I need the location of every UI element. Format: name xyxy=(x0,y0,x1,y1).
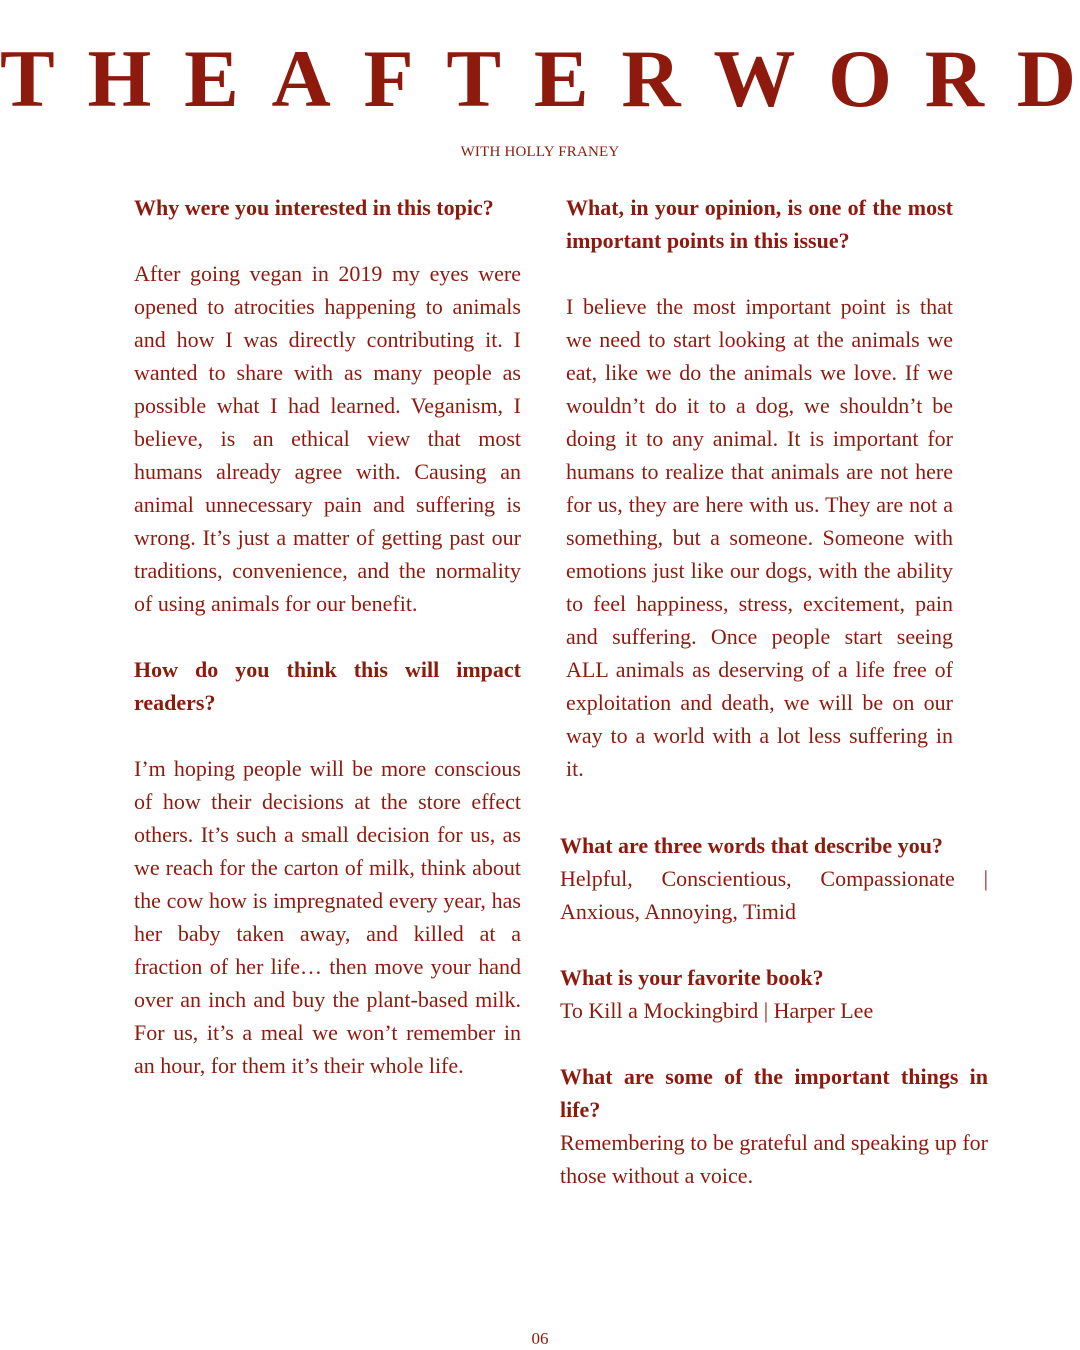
masthead-letter: A xyxy=(271,33,331,124)
spacer xyxy=(560,1027,988,1060)
masthead-letter: R xyxy=(621,33,681,124)
masthead-letter: O xyxy=(828,33,892,124)
left-column xyxy=(134,191,521,1082)
masthead-letter: F xyxy=(363,33,414,124)
question-favorite-book: What is your favorite book? xyxy=(560,965,824,990)
answer-impact: I’m hoping people will be more conscious of how their decisions at the store effect others. It’s such a small decision for us, as we reach for the carton of milk, think about the cow how is impregnated every year, has her baby taken away, and killed at a fraction of her life… then move your hand over an inch and buy the plant-based milk. For us, it’s a meal we won’t remember in an hour, for them it’s their whole life. xyxy=(134,756,521,1078)
masthead-letter: E xyxy=(533,33,589,124)
masthead-letter: W xyxy=(713,33,796,124)
spacer xyxy=(134,620,521,653)
masthead-letter: T xyxy=(0,33,55,124)
question-important-point: What, in your opinion, is one of the most important points in this issue? xyxy=(566,195,953,253)
answer-important-point: I believe the most important point is that we need to start looking at the animals we eat, like we do the animals we love. If we wouldn’t do it to a dog, we shouldn’t be doing it to any animal. It is important for humans to realize that animals are not here for us, they are here with us. They are not a something, but a someone. Someone with emotions just like our dogs, with the ability to feel happiness, stress, excitement, pain and suffering. Once people start seeing ALL animals as deserving of a life free of exploitation and death, we will be on our way to a world with a lot less suffering in it. xyxy=(566,294,953,781)
quick-questions xyxy=(560,829,988,1192)
masthead-title xyxy=(0,33,1080,124)
spacer xyxy=(566,257,953,290)
masthead-letter: D xyxy=(1016,33,1076,124)
spacer xyxy=(134,719,521,752)
answer-favorite-book: To Kill a Mockingbird | Harper Lee xyxy=(560,998,874,1023)
question-impact: How do you think this will impact readers? xyxy=(134,657,521,715)
byline: WITH HOLLY FRANEY xyxy=(460,144,620,160)
masthead-letter: T xyxy=(446,33,502,124)
right-column xyxy=(566,191,953,785)
spacer xyxy=(134,224,521,257)
masthead-letter: R xyxy=(924,33,984,124)
masthead-letter: H xyxy=(87,33,152,124)
masthead-letter: E xyxy=(184,33,239,124)
question-three-words: What are three words that describe you? xyxy=(560,833,943,858)
page-number: 06 xyxy=(531,1329,549,1348)
question-interest: Why were you interested in this topic? xyxy=(134,195,494,220)
question-important-things: What are some of the important things in life? xyxy=(560,1064,988,1122)
answer-interest: After going vegan in 2019 my eyes were opened to atrocities happening to animals and how I was directly contributing it. I wanted to share with as many people as possible what I had learned. Veganism, I believe, is an ethical view that most humans already agree with. Causing an animal unnecessary pain and suffering is wrong. It’s just a matter of getting past our traditions, convenience, and the normality of using animals for our benefit. xyxy=(134,261,521,616)
answer-important-things: Remembering to be grateful and speaking up for those without a voice. xyxy=(560,1130,988,1188)
answer-three-words: Helpful, Conscientious, Compassionate | Anxious, Annoying, Timid xyxy=(560,866,988,924)
spacer xyxy=(560,928,988,961)
